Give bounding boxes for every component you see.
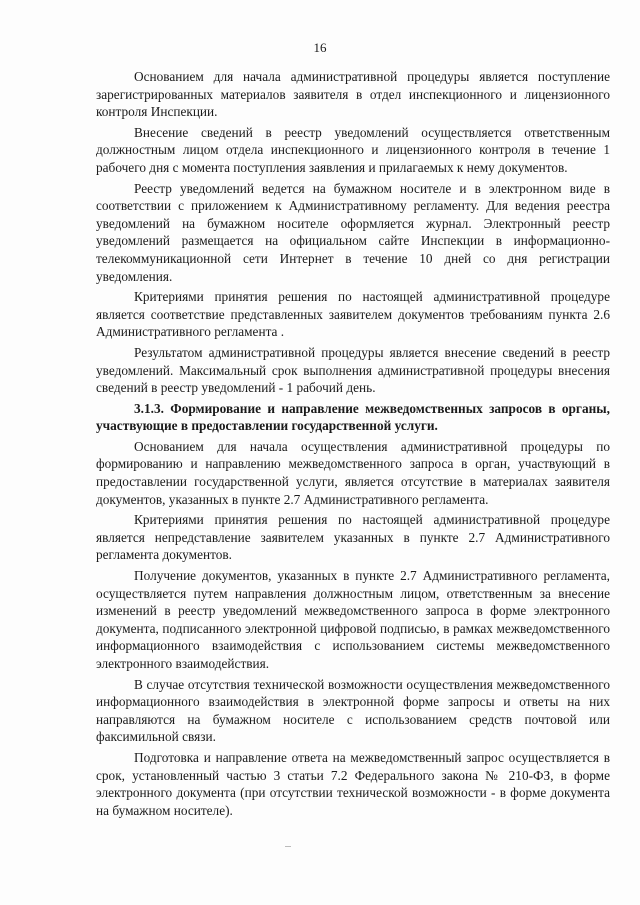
paragraph: Реестр уведомлений ведется на бумажном носителе и в электронном виде в соответствии с приложением к Административному регламенту. Для ведения реестра уведомлений на бумажном носителе оформляется журнал. Электронный реестр уведомлений размещается на официальном сайте Инспекции в информационно-телекоммуникационной сети Интернет в течение 10 дней со дня регистрации уведомления. (96, 180, 610, 284)
paragraph: Получение документов, указанных в пункте 2.7 Административного регламента, осуществляется путем направления должностным лицом, ответственным за внесение изменений в реестр уведомлений межведомственного запроса в форме электронного документа, подписанного электронной цифровой подписью, в рамках межведомственного информационного взаимодействия с использованием системы межведомственного электронного взаимодействия. (96, 568, 610, 671)
page-number: 16 (313, 40, 327, 55)
scan-mark (285, 846, 291, 847)
section-heading: 3.1.3. Формирование и направление межведомственных запросов в органы, участвующие в предоставлении государственной услуги. (96, 400, 610, 434)
paragraph: Критериями принятия решения по настоящей административной процедуре является соответствие представленных заявителем документов требованиям пункта 2.6 Административного регламента . (96, 289, 610, 340)
document-body (96, 68, 610, 822)
paragraph: Подготовка и направление ответа на межведомственный запрос осуществляется в срок, установленный частью 3 статьи 7.2 Федерального закона № 210-ФЗ, в форме электронного документа (при отсутствии технической возможности - в форме документа на бумажном носителе). (96, 749, 610, 818)
paragraph: В случае отсутствия технической возможности осуществления межведомственного информационного взаимодействия в электронной форме запросы и ответы на них направляются на бумажном носителе с использованием средств почтовой или факсимильной связи. (96, 676, 610, 745)
paragraph: Критериями принятия решения по настоящей административной процедуре является непредставление заявителем указанных в пункте 2.7 Административного регламента документов. (96, 512, 610, 563)
paragraph: Основанием для начала административной процедуры является поступление зарегистрированных материалов заявителя в отдел инспекционного и лицензионного контроля Инспекции. (96, 69, 610, 120)
paragraph: Внесение сведений в реестр уведомлений осуществляется ответственным должностным лицом отдела инспекционного и лицензионного контроля в течение 1 рабочего дня с момента поступления заявления и прилагаемых к нему документов. (96, 124, 610, 175)
paragraph: Основанием для начала осуществления административной процедуры по формированию и направлению межведомственного запроса в орган, участвующий в предоставлении государственной услуги, является отсутствие в материалах заявителя документов, указанных в пункте 2.7 Административного регламента. (96, 438, 610, 507)
paragraph: Результатом административной процедуры является внесение сведений в реестр уведомлений. Максимальный срок выполнения административной процедуры внесения сведений в реестр уведомлений - 1 рабочий день. (96, 344, 610, 396)
